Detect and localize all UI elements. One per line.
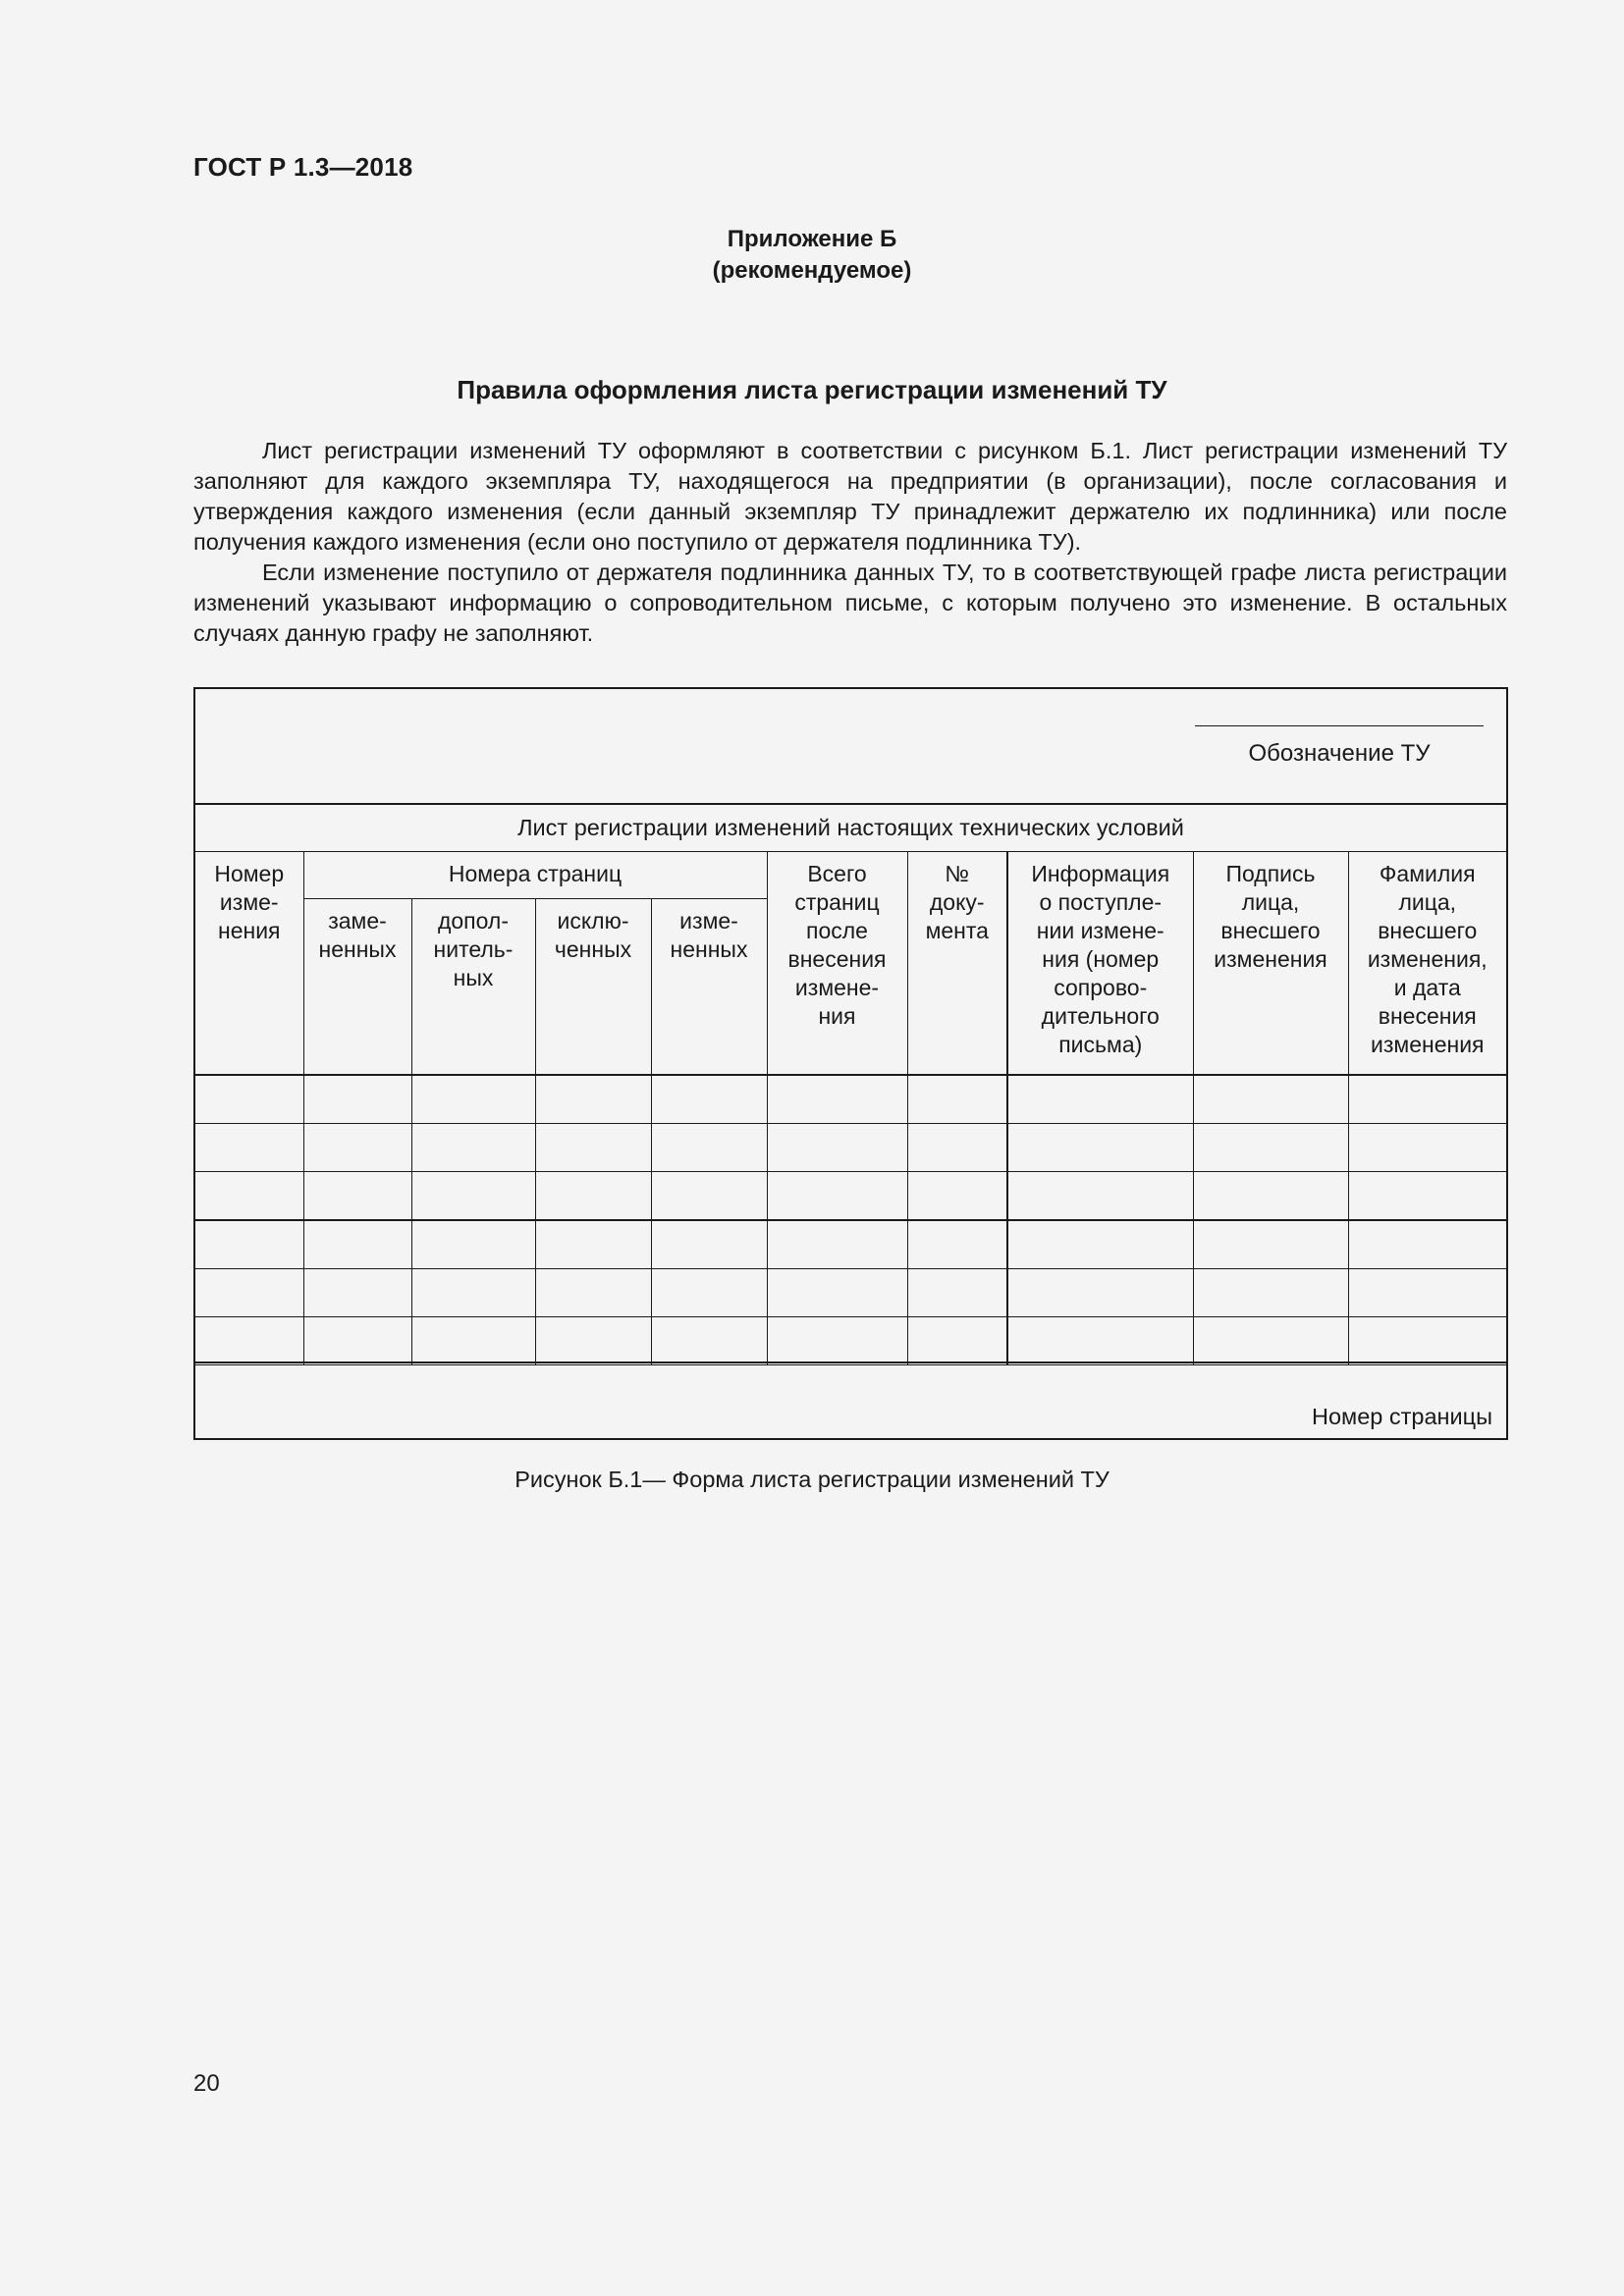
paragraph: Лист регистрации изменений ТУ оформляют в соответствии с рисунком Б.1. Лист регистрации изменений ТУ заполняют для каждого экземпляра ТУ, находящегося на предприятии (в организации), после согласования и утверждения каждого изменения (если данный экземпляр ТУ принадлежит держателю их подлинника) или после получения каждого изменения (если оно поступило от держателя подлинника ТУ).: [193, 438, 1507, 555]
designation-label: Обозначение ТУ: [1248, 740, 1431, 767]
sheet-title: Лист регистрации изменений настоящих технических условий: [195, 804, 1506, 852]
col-doc-number: № доку- мента: [907, 852, 1007, 1076]
page-number-label: Номер страницы: [1312, 1404, 1492, 1429]
table-row: [195, 1075, 1506, 1124]
table-row: [195, 1269, 1506, 1317]
paragraph: Если изменение поступило от держателя подлинника данных ТУ, то в соответствующей графе листа регистрации изменений указывают информацию о сопроводительном письме, с которым получено это изменение. В остальных случаях данную графу не заполняют.: [193, 560, 1507, 646]
appendix-title: Приложение Б: [727, 226, 897, 252]
col-replaced: заме- ненных: [303, 899, 411, 1076]
change-registration-table: [195, 803, 1506, 1365]
table-row: [195, 1172, 1506, 1221]
body-text: [193, 436, 1507, 649]
document-standard-header: ГОСТ Р 1.3—2018: [193, 152, 413, 182]
appendix-status: (рекомендуемое): [712, 257, 912, 284]
col-page-numbers-group: Номера страниц: [303, 852, 767, 899]
col-added: допол- нитель- ных: [411, 899, 535, 1076]
table-row: [195, 1317, 1506, 1365]
col-modified: изме- ненных: [651, 899, 767, 1076]
col-signature: Подпись лица, внесшего изменения: [1193, 852, 1348, 1076]
table-row: [195, 1220, 1506, 1269]
col-change-number: Номер изме- нения: [195, 852, 303, 1076]
page-number: 20: [193, 2070, 220, 2097]
col-info: Информация о поступле- нии измене- ния (номер сопрово- дительного письма): [1007, 852, 1193, 1076]
col-surname: Фамилия лица, внесшего изменения, и дата внесения изменения: [1348, 852, 1506, 1076]
designation-line: [1195, 725, 1484, 726]
col-total-pages: Всего страниц после внесения измене- ния: [767, 852, 907, 1076]
section-title: Правила оформления листа регистрации изменений ТУ: [457, 375, 1167, 404]
page-number-row: [195, 1362, 1506, 1438]
col-excluded: исклю- ченных: [535, 899, 651, 1076]
table-row: [195, 1124, 1506, 1172]
figure-caption: Рисунок Б.1— Форма листа регистрации изменений ТУ: [514, 1467, 1110, 1492]
change-registration-form: [193, 687, 1508, 1440]
